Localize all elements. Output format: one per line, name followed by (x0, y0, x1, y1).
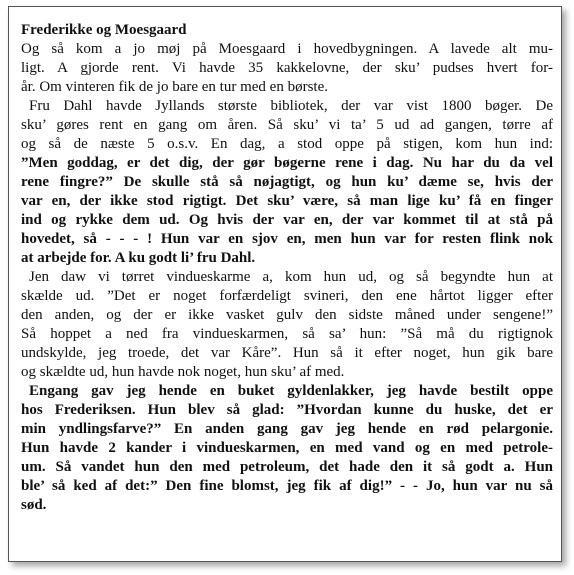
text-line: Så hoppet a ned fra vindueskarmen, så sa’ hun: ”Så må du rigtignok (21, 326, 553, 342)
text-line: og så de næste 5 o.s.v. En dag, a stod oppe på stigen, kom hun ind: (21, 136, 553, 152)
article-title: Frederikke og Moesgaard (21, 22, 187, 38)
text-line: Og så kom a jo møj på Moesgaard i hovedbygningen. A lavede alt mu- (21, 41, 553, 57)
text-line: skælde ud. ”Det er noget forfærdeligt svineri, den ene hårtot ligger efter (21, 288, 553, 304)
text-line: at arbejde for. A ku godt li’ fru Dahl. (21, 250, 256, 266)
text-line: ble’ så ked af det:” Den fine blomst, jeg fik af dig!” - - Jo, hun var nu så (21, 478, 553, 494)
text-line: min yndlingsfarve?” En anden gang gav jeg hende en rød pelargonie. (21, 421, 553, 437)
text-line: Fru Dahl havde Jyllands største bibliotek, der var vist 1800 bøger. De (29, 98, 553, 114)
text-line: Hun havde 2 kander i vindueskarmen, en med vand og en med petrole- (21, 440, 553, 456)
text-line: og skældte ud, hun havde nok noget, hun sku’ af med. (21, 364, 345, 380)
text-line: sød. (21, 497, 47, 513)
text-line: sku’ gøres rent en gang om åren. Så sku’ vi ta’ 5 ud ad gangen, tørre af (21, 117, 553, 133)
article-text (21, 40, 553, 515)
text-line: um. Så vandet hun den med petroleum, det hade den it så godt a. Hun (21, 459, 553, 475)
article-frame (8, 6, 562, 562)
text-line: hovedet, så - - - ! Hun var en sjov en, men hun var for resten flink nok (21, 231, 553, 247)
text-line: hos Frederiksen. Hun blev så glad: ”Hvordan kunne du huske, det er (21, 402, 553, 418)
text-line: ”Men goddag, er det dig, der gør bøgerne rene i dag. Nu har du da vel (21, 155, 553, 171)
text-line: ligt. A gjorde rent. Vi havde 35 kakkelovne, der sku’ pudses hvert for- (21, 60, 553, 76)
text-line: ind og rykke dem ud. Og hvis der var en, der var kommet til at stå på (21, 212, 553, 228)
text-line: år. Om vinteren fik de jo bare en tur med en børste. (21, 79, 328, 95)
text-line: Jen daw vi tørret vindueskarme a, kom hun ud, og så begyndte hun at (29, 269, 553, 285)
text-line: den anden, og der er ikke vasket gulv den sidste måned under sengene!” (21, 307, 553, 323)
text-line: rene fingre?” De skulle stå så nøjagtigt, og hun ku’ dæme se, hvis der (21, 174, 553, 190)
article-body (21, 20, 553, 515)
text-line: var en, der ikke stod rigtigt. Det sku’ være, så man lige ku’ få en finger (21, 193, 553, 209)
text-line: Engang gav jeg hende en buket gyldenlakker, jeg havde bestilt oppe (29, 383, 553, 399)
text-line: undskylde, jeg troede, det var Kåre”. Hun så it efter noget, hun gik bare (21, 345, 553, 361)
